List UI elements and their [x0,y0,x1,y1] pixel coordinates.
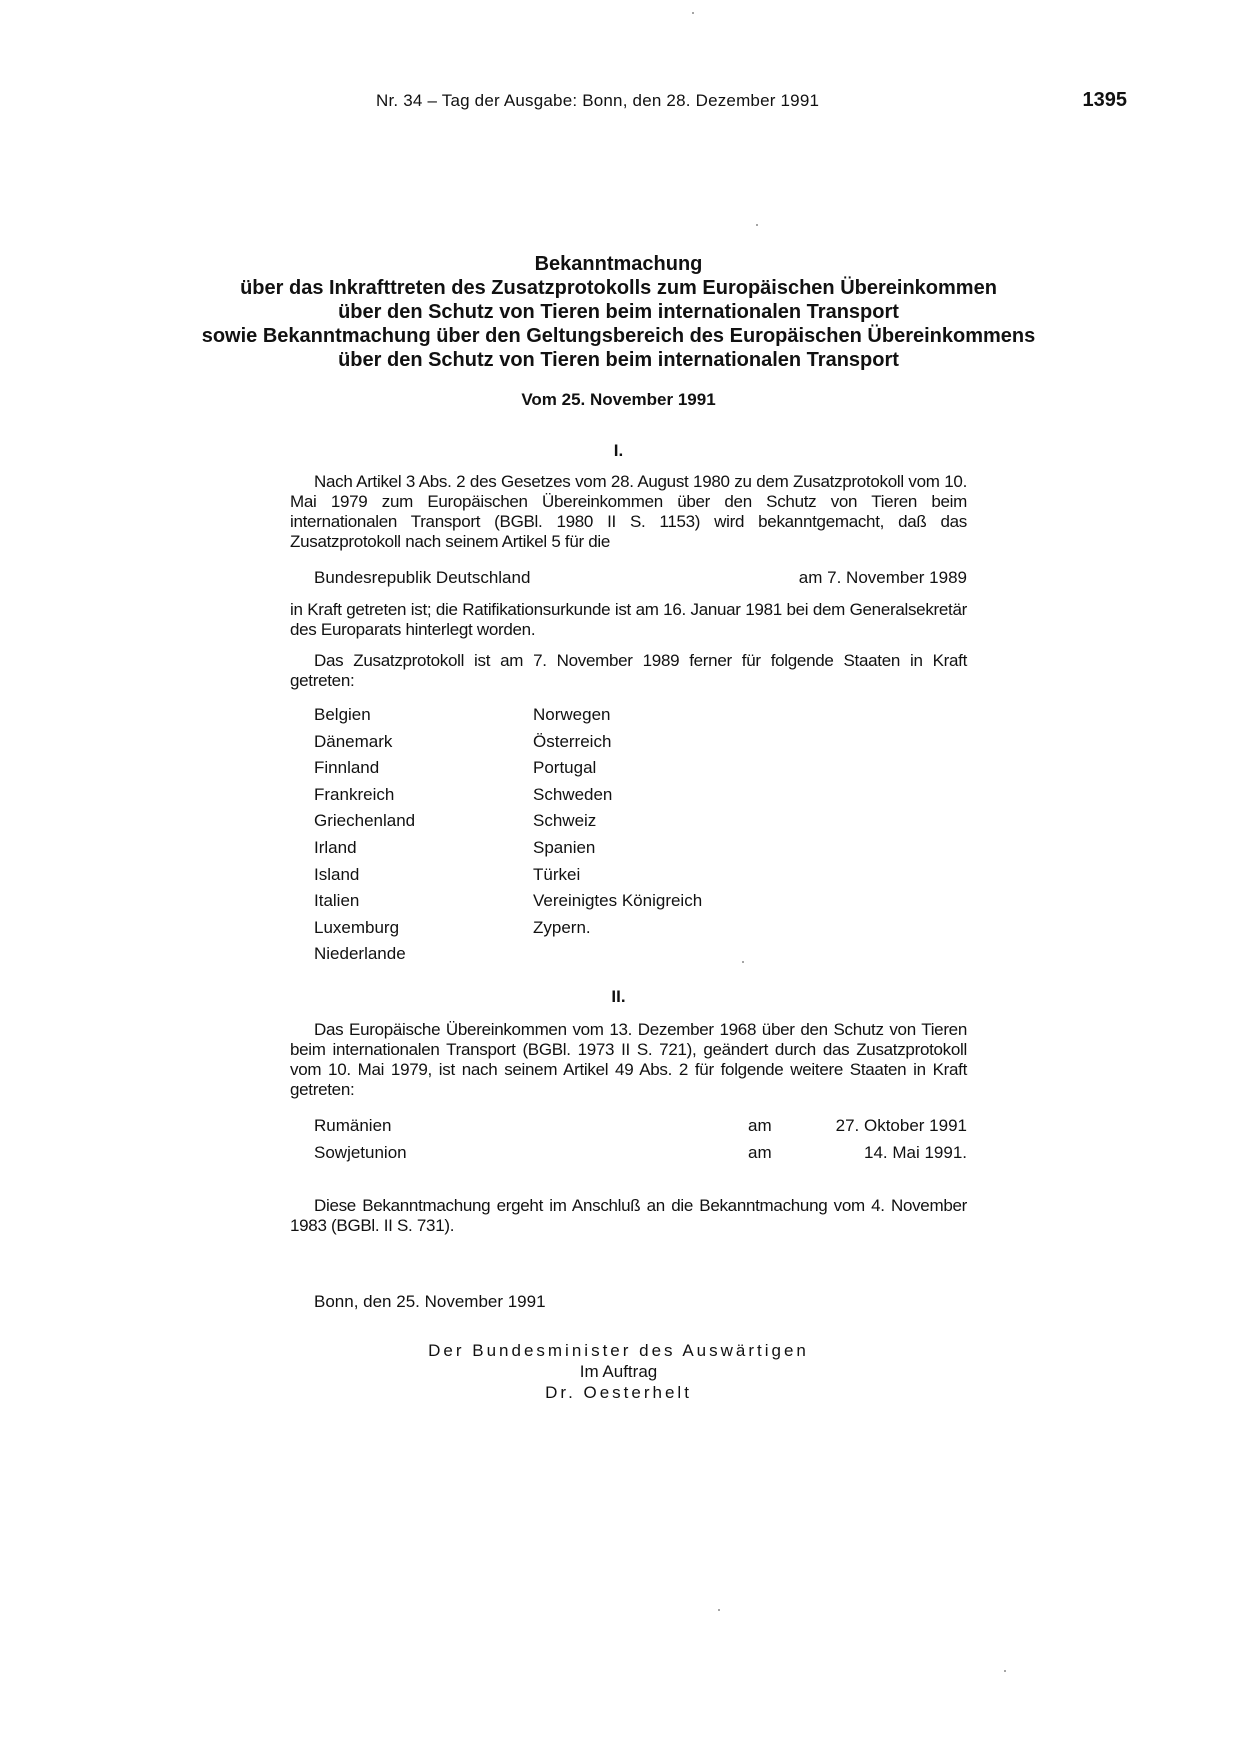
title-line: sowie Bekanntmachung über den Geltungsbereich des Europäischen Übereinkommens [201,325,1036,347]
state-item: Schweden [533,784,613,804]
row-am: am [748,1116,772,1135]
row-date: 14. Mai 1991. [863,1143,967,1162]
state-item: Norwegen [533,705,611,724]
state-item: Griechenland [314,811,416,831]
row-state: Rumänien [314,1116,392,1135]
state-item: Schweiz [533,811,597,831]
state-date-row [314,1116,967,1136]
signature-name: Dr. Oesterhelt [545,1383,692,1402]
section-number-2: II. [611,987,626,1006]
scan-speck [742,961,744,963]
page-number: 1395 [1082,89,1127,111]
state-item: Türkei [533,864,581,884]
state-item: Irland [314,837,357,857]
states-column-1 [314,702,415,968]
title-line: Bekanntmachung [534,253,703,275]
scan-speck [756,224,758,226]
section-2-paragraph-2: Diese Bekanntmachung ergeht im Anschluß an die Bekanntmachung vom 4. November 1983 (BGBl. II S. 731). [290,1196,967,1235]
state-item: Finnland [314,758,380,778]
signature-office: Der Bundesminister des Auswärtigen [428,1341,809,1360]
title-line: über den Schutz von Tieren beim internationalen Transport [338,349,899,371]
state-item: Spanien [533,837,596,857]
state-item: Zypern. [533,917,591,937]
entry-state: Bundesrepublik Deutschland [314,568,531,587]
state-item: Dänemark [314,731,393,751]
state-item: Island [314,864,360,884]
state-item: Portugal [533,758,597,778]
state-item: Niederlande [314,944,406,964]
scan-speck [1004,1670,1006,1672]
state-item: Frankreich [314,784,395,804]
scan-speck [692,12,694,14]
running-head: Nr. 34 – Tag der Ausgabe: Bonn, den 28. Dezember 1991 [376,91,820,110]
row-date: 27. Oktober 1991 [835,1116,967,1135]
section-1-paragraph-1: Nach Artikel 3 Abs. 2 des Gesetzes vom 28. August 1980 zu dem Zusatzprotokoll vom 10. Mai 1979 zum Europäischen Übereinkommen über den Schutz von Tieren beim internationalen Transport (BGBl. 1980 II S. 1153) wird bekanntgemacht, daß das Zusatzprotokoll nach seinem Artikel 5 für die [290,472,967,551]
state-item: Vereinigtes Königreich [533,891,703,911]
scan-speck [718,1609,720,1611]
title-line: über den Schutz von Tieren beim internationalen Transport [338,301,899,323]
state-item: Italien [314,891,360,911]
row-state: Sowjetunion [314,1143,407,1162]
signature-block [0,1340,1237,1403]
announcement-date: Vom 25. November 1991 [521,390,716,409]
entry-row [314,568,967,588]
section-number-1: I. [613,441,624,460]
state-item: Österreich [533,731,612,751]
states-column-2 [533,702,702,941]
section-2-paragraph-1: Das Europäische Übereinkommen vom 13. Dezember 1968 über den Schutz von Tieren beim internationalen Transport (BGBl. 1973 II S. 721), geändert durch das Zusatzprotokoll vom 10. Mai 1979, ist nach seinem Artikel 49 Abs. 2 für folgende weitere Staaten in Kraft getreten: [290,1020,967,1099]
state-item: Luxemburg [314,917,400,937]
state-date-row [314,1143,967,1163]
section-1-paragraph-2: in Kraft getreten ist; die Ratifikationsurkunde ist am 16. Januar 1981 bei dem Generalsekretär des Europarats hinterlegt worden. [290,600,967,639]
state-item: Belgien [314,705,371,724]
place-date: Bonn, den 25. November 1991 [314,1292,546,1311]
signature-role: Im Auftrag [579,1362,658,1381]
title-line: über das Inkrafttreten des Zusatzprotokolls zum Europäischen Übereinkommen [240,277,997,299]
row-am: am [748,1143,772,1162]
section-1-paragraph-3: Das Zusatzprotokoll ist am 7. November 1989 ferner für folgende Staaten in Kraft getreten: [290,651,967,690]
announcement-title [0,252,1237,372]
entry-date: am 7. November 1989 [798,568,967,587]
